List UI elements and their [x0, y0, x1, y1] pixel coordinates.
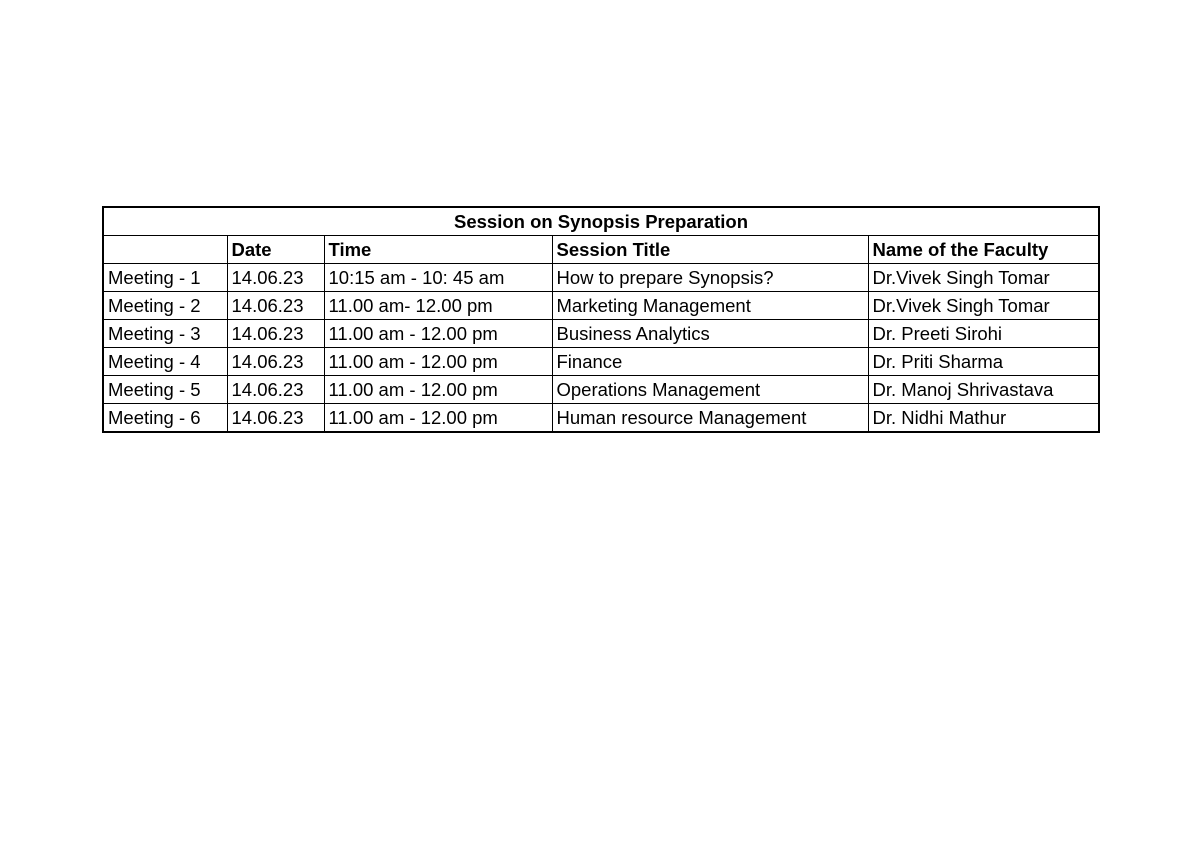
- meeting-cell: Meeting - 4: [103, 348, 227, 376]
- header-time: Time: [324, 236, 552, 264]
- date-cell: 14.06.23: [227, 264, 324, 292]
- session-title-cell: How to prepare Synopsis?: [552, 264, 868, 292]
- date-cell: 14.06.23: [227, 404, 324, 433]
- date-cell: 14.06.23: [227, 320, 324, 348]
- time-cell: 11.00 am - 12.00 pm: [324, 376, 552, 404]
- table-row: [103, 348, 1099, 376]
- table-title: Session on Synopsis Preparation: [103, 207, 1099, 236]
- time-cell: 10:15 am - 10: 45 am: [324, 264, 552, 292]
- faculty-cell: Dr. Priti Sharma: [868, 348, 1099, 376]
- meeting-cell: Meeting - 2: [103, 292, 227, 320]
- table-title-row: [103, 207, 1099, 236]
- session-schedule-sheet: [102, 206, 1098, 433]
- faculty-cell: Dr. Manoj Shrivastava: [868, 376, 1099, 404]
- table-row: [103, 264, 1099, 292]
- date-cell: 14.06.23: [227, 348, 324, 376]
- table-header-row: [103, 236, 1099, 264]
- meeting-cell: Meeting - 3: [103, 320, 227, 348]
- faculty-cell: Dr.Vivek Singh Tomar: [868, 264, 1099, 292]
- header-date: Date: [227, 236, 324, 264]
- session-title-cell: Operations Management: [552, 376, 868, 404]
- faculty-cell: Dr. Nidhi Mathur: [868, 404, 1099, 433]
- faculty-cell: Dr. Preeti Sirohi: [868, 320, 1099, 348]
- date-cell: 14.06.23: [227, 292, 324, 320]
- time-cell: 11.00 am - 12.00 pm: [324, 348, 552, 376]
- time-cell: 11.00 am - 12.00 pm: [324, 404, 552, 433]
- session-title-cell: Business Analytics: [552, 320, 868, 348]
- table-row: [103, 376, 1099, 404]
- header-meeting: [103, 236, 227, 264]
- header-session-title: Session Title: [552, 236, 868, 264]
- time-cell: 11.00 am- 12.00 pm: [324, 292, 552, 320]
- table-row: [103, 320, 1099, 348]
- meeting-cell: Meeting - 1: [103, 264, 227, 292]
- header-faculty: Name of the Faculty: [868, 236, 1099, 264]
- date-cell: 14.06.23: [227, 376, 324, 404]
- table-row: [103, 404, 1099, 433]
- session-schedule-table: [102, 206, 1100, 433]
- faculty-cell: Dr.Vivek Singh Tomar: [868, 292, 1099, 320]
- session-title-cell: Finance: [552, 348, 868, 376]
- meeting-cell: Meeting - 6: [103, 404, 227, 433]
- meeting-cell: Meeting - 5: [103, 376, 227, 404]
- session-title-cell: Human resource Management: [552, 404, 868, 433]
- session-title-cell: Marketing Management: [552, 292, 868, 320]
- time-cell: 11.00 am - 12.00 pm: [324, 320, 552, 348]
- table-row: [103, 292, 1099, 320]
